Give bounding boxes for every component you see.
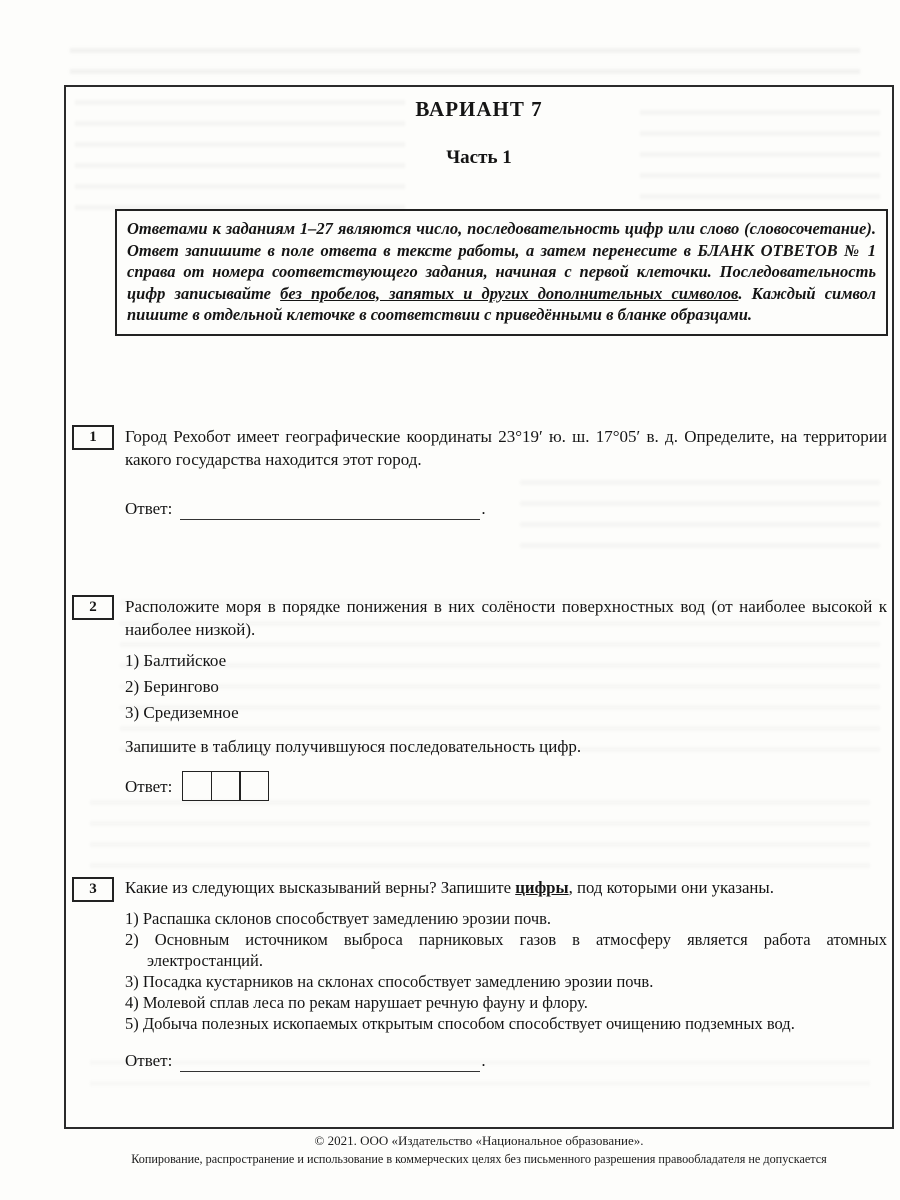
answer-period: . <box>481 499 486 518</box>
statement-item: 2) Основным источником выброса парниковых газов в атмосферу является работа атомных электростанций. <box>125 930 887 970</box>
question-2-answer-table <box>182 771 269 801</box>
copy-restriction-notice: Копирование, распространение и использование в коммерческих целях без письменного разрешения правообладателя не допускается <box>131 1152 827 1166</box>
page-border-frame <box>64 85 894 1129</box>
question-2-answer-row <box>125 771 887 801</box>
answer-cell-2[interactable] <box>211 771 241 801</box>
question-3-answer-blank[interactable] <box>180 1053 480 1072</box>
question-1 <box>66 425 892 520</box>
answer-label: Ответ: <box>125 776 173 796</box>
statement-item: 3) Посадка кустарников на склонах способствует замедлению эрозии почв. <box>125 972 654 991</box>
answer-cell-3[interactable] <box>239 771 269 801</box>
question-3-statements <box>125 908 887 1034</box>
statement-item: 4) Молевой сплав леса по рекам нарушает речную фауну и флору. <box>125 993 588 1012</box>
statement-item: 5) Добыча полезных ископаемых открытым способом способствует очищению подземных вод. <box>125 1014 795 1033</box>
question-3 <box>66 877 892 1072</box>
question-2-body <box>125 595 887 801</box>
question-3-underlined-word: цифры <box>515 878 569 897</box>
page-footer <box>64 1133 894 1167</box>
question-1-number-box <box>72 425 114 450</box>
instruction-seg1: Ответами к заданиям 1–27 являются число, последовательность цифр или слово (словосочетание). Ответ запишите в поле ответа в тексте работы, а затем перенесите в БЛАНК ОТВЕТОВ № 1 справа от номера соответствующего задания, начиная с первой клеточки. Последовательность цифр записывайте <box>127 219 876 303</box>
question-3-answer-row <box>125 1049 887 1072</box>
publisher-copyright: © 2021. ООО «Издательство «Национальное образование». <box>314 1133 644 1148</box>
instruction-seg3: . Каждый символ пишите в отдельной клеточке в соответствии с приведёнными в бланке образцами. <box>127 283 876 324</box>
option-item: 1) Балтийское <box>125 651 227 670</box>
question-2 <box>66 595 892 801</box>
question-3-body <box>125 877 887 1072</box>
statement-item: 1) Распашка склонов способствует замедлению эрозии почв. <box>125 909 552 928</box>
option-item: 2) Берингово <box>125 677 219 696</box>
answer-label: Ответ: <box>125 499 173 518</box>
answer-period: . <box>481 1051 486 1070</box>
instruction-text <box>127 218 876 326</box>
question-2-text: Расположите моря в порядке понижения в них солёности поверхностных вод (от наиболее высокой к наиболее низкой). <box>125 597 887 639</box>
bleed-through-artifact <box>70 48 860 74</box>
question-1-number: 1 <box>89 429 97 445</box>
question-3-seg3: , под которыми они указаны. <box>568 878 774 897</box>
part-title: Часть 1 <box>446 147 512 168</box>
question-2-number-box <box>72 595 114 620</box>
question-3-number-box <box>72 877 114 902</box>
question-3-number: 3 <box>89 881 97 897</box>
answer-cell-1[interactable] <box>182 771 212 801</box>
option-item: 3) Средиземное <box>125 703 239 722</box>
question-3-text <box>125 877 887 899</box>
question-1-text: Город Рехобот имеет географические координаты 23°19′ ю. ш. 17°05′ в. д. Определите, на территории какого государства находится этот город. <box>125 427 887 469</box>
variant-title: ВАРИАНТ 7 <box>415 97 543 121</box>
instruction-box <box>115 209 888 336</box>
question-2-number: 2 <box>89 599 97 615</box>
question-1-answer-blank[interactable] <box>180 501 480 520</box>
question-1-answer-row <box>125 497 887 520</box>
answer-label: Ответ: <box>125 1051 173 1070</box>
question-2-table-instruction: Запишите в таблицу получившуюся последовательность цифр. <box>125 737 582 756</box>
question-1-body <box>125 425 887 520</box>
question-2-options <box>125 648 887 726</box>
question-3-seg1: Какие из следующих высказываний верны? Запишите <box>125 878 516 897</box>
instruction-underlined-segment: без пробелов, запятых и других дополнительных символов <box>280 283 739 303</box>
